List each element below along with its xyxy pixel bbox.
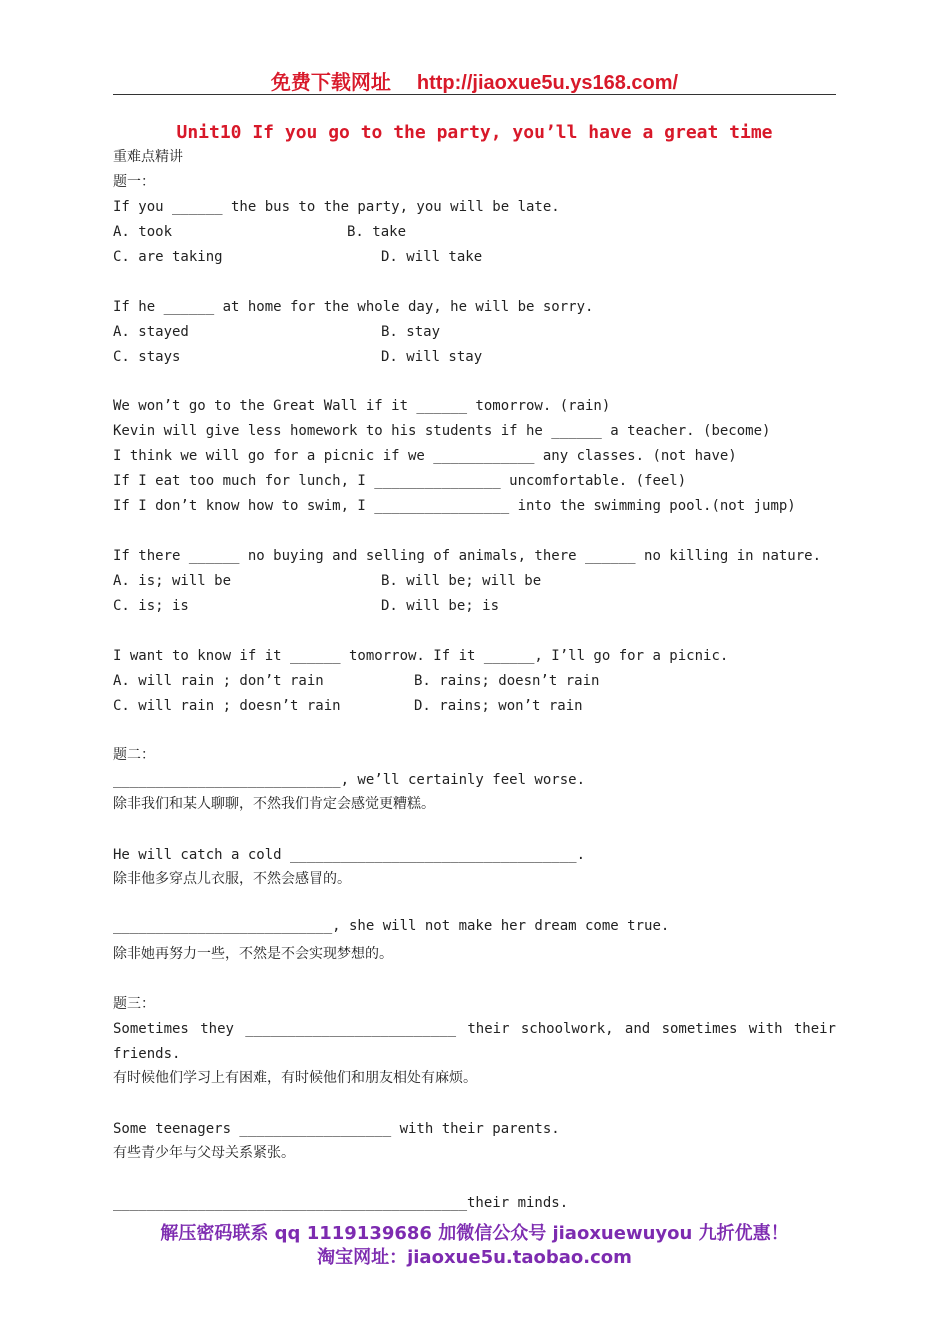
q4-stem: I want to know if it ______ tomorrow. If it ______, I’ll go for a picnic.: [113, 648, 729, 664]
fill-item: If I eat too much for lunch, I _______________ uncomfortable. (feel): [113, 473, 687, 489]
q4-option-b: B. rains; doesn’t rain: [414, 673, 600, 689]
translation-item-cn: 除非我们和某人聊聊，不然我们肯定会感觉更糟糕。: [113, 796, 435, 812]
fill-item: If I don’t know how to swim, I ________________ into the swimming pool.(not jump): [113, 498, 796, 514]
q2-option-c: C. stays: [113, 349, 181, 365]
fill-item: Kevin will give less homework to his students if he ______ a teacher. (become): [113, 423, 771, 439]
q4-option-a: A. will rain ; don’t rain: [113, 673, 324, 689]
q4-option-d: D. rains; won’t rain: [414, 698, 583, 714]
q2-option-d: D. will stay: [381, 349, 483, 365]
translation-item-en: He will catch a cold __________________________________.: [113, 847, 586, 863]
fill-item: I think we will go for a picnic if we ____________ any classes. (not have): [113, 448, 737, 464]
part3-label: 题三：: [113, 996, 155, 1012]
q1-stem: If you ______ the bus to the party, you will be late.: [113, 199, 560, 215]
translation-item-en: __________________________________________their minds.: [113, 1195, 569, 1211]
translation-item-en: ___________________________, we’ll certainly feel worse.: [113, 772, 586, 788]
translation-item-cn: 除非他多穿点儿衣服，不然会感冒的。: [113, 871, 351, 887]
q4-option-c: C. will rain ; doesn’t rain: [113, 698, 341, 714]
q2-option-a: A. stayed: [113, 324, 189, 340]
q3-option-c: C. is; is: [113, 598, 189, 614]
part1-label: 题一：: [113, 174, 155, 190]
header-url-link[interactable]: http://jiaoxue5u.ys168.com/: [416, 72, 679, 94]
fill-item: We won’t go to the Great Wall if it ______ tomorrow. (rain): [113, 398, 611, 414]
header-divider: [113, 94, 836, 95]
translation-item-en: Sometimes they _________________________ their schoolwork, and sometimes with their: [113, 1021, 836, 1037]
q2-stem: If he ______ at home for the whole day, he will be sorry.: [113, 299, 594, 315]
header-free-download: 免费下载网址: [270, 72, 391, 94]
translation-item-cn: 有些青少年与父母关系紧张。: [113, 1145, 295, 1161]
q2-option-b: B. stay: [381, 324, 441, 340]
q1-option-b: B. take: [347, 224, 407, 240]
q1-option-a: A. took: [113, 224, 173, 240]
translation-item-cn: 有时候他们学习上有困难，有时候他们和朋友相处有麻烦。: [113, 1070, 477, 1086]
translation-item-cn: 除非她再努力一些，不然是不会实现梦想的。: [113, 946, 393, 962]
translation-item-en: Some teenagers __________________ with their parents.: [113, 1121, 560, 1137]
q3-stem: If there ______ no buying and selling of animals, there ______ no killing in nature.: [113, 548, 822, 564]
q3-option-d: D. will be; is: [381, 598, 500, 614]
q1-option-c: C. are taking: [113, 249, 223, 265]
section-label: 重难点精讲: [113, 149, 183, 165]
translation-item-en-cont: friends.: [113, 1046, 181, 1062]
translation-item-en: __________________________, she will not make her dream come true.: [113, 918, 670, 934]
footer-taobao-link[interactable]: 淘宝网址：jiaoxue5u.taobao.com: [317, 1247, 632, 1268]
part2-label: 题二：: [113, 747, 155, 763]
footer-password-note: 解压密码联系 qq 1119139686 加微信公众号 jiaoxuewuyou 九折优惠！: [160, 1223, 789, 1244]
q3-option-b: B. will be; will be: [381, 573, 542, 589]
page-title: Unit10 If you go to the party, you’ll have a great time: [176, 122, 773, 143]
q3-option-a: A. is; will be: [113, 573, 232, 589]
q1-option-d: D. will take: [381, 249, 483, 265]
page-header: [113, 66, 836, 94]
